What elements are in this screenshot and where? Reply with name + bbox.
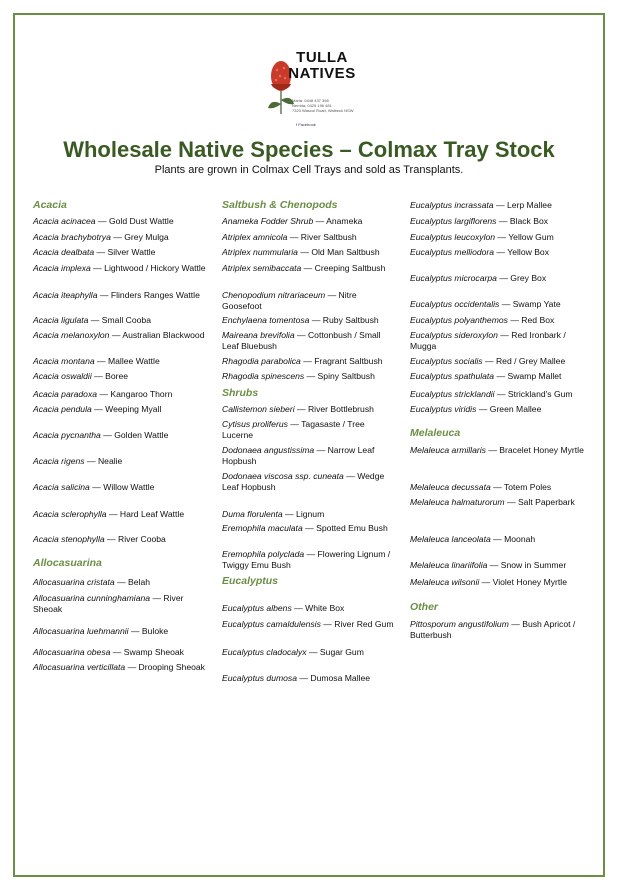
species-item: Eucalyptus occidentalis — Swamp Yate [410,299,561,309]
species-item: Allocasuarina verticillata — Drooping Sheoak [33,662,205,672]
species-item: Acacia melanoxylon — Australian Blackwood [33,330,205,340]
species-item: Maireana brevifolia — Cottonbush / Small Leaf Bluebush [222,330,381,351]
contact-line-2: Nerrida: 0429 196 481 [292,103,332,108]
section-heading-allocasuarina: Allocasuarina [33,557,102,569]
species-item: Dodonaea angustissima — Narrow Leaf Hopbush [222,445,375,466]
species-item: Acacia pendula — Weeping Myall [33,404,162,414]
species-item: Atriplex semibaccata — Creeping Saltbush [222,263,386,273]
species-item: Melaleuca linariifolia — Snow in Summer [410,560,567,570]
section-heading-other: Other [410,601,439,613]
contact-line-1: Maria: 0448 437 398 [292,98,329,103]
species-item: Callistemon sieberi — River Bottlebrush [222,404,374,414]
species-item: Allocasuarina cristata — Belah [33,577,151,587]
species-item: Cytisus proliferus — Tagasaste / Tree Lucerne [222,419,365,440]
tulla-natives-logo [262,46,362,136]
species-item: Acacia stenophylla — River Cooba [33,534,166,544]
species-item: Melaleuca lanceolata — Moonah [410,534,536,544]
species-item: Anameka Fodder Shrub — Anameka [222,216,363,226]
species-item: Eucalyptus largiflorens — Black Box [410,216,549,226]
species-item: Eucalyptus spathulata — Swamp Mallet [410,371,562,381]
species-item: Acacia paradoxa — Kangaroo Thorn [33,389,173,399]
species-item: Eucalyptus microcarpa — Grey Box [410,273,547,283]
species-item: Acacia iteaphylla — Flinders Ranges Wattle [33,290,200,300]
species-item: Eucalyptus socialis — Red / Grey Mallee [410,356,566,366]
species-item: Acacia pycnantha — Golden Wattle [33,430,169,440]
species-item: Eucalyptus sideroxylon — Red Ironbark / Mugga [410,330,566,351]
species-item: Dodonaea viscosa ssp. cuneata — Wedge Leaf Hopbush [222,471,385,492]
species-item: Enchylaena tomentosa — Ruby Saltbush [222,315,379,325]
facebook-label: f Facebook [296,122,316,127]
species-item: Acacia acinacea — Gold Dust Wattle [33,216,174,226]
species-item: Chenopodium nitrariaceum — Nitre Goosefoot [222,290,357,311]
species-item: Acacia rigens — Nealie [33,456,123,466]
species-item: Acacia ligulata — Small Cooba [33,315,151,325]
species-item: Eucalyptus camaldulensis — River Red Gum [222,619,394,629]
species-item: Acacia montana — Mallee Wattle [33,356,160,366]
species-item: Eucalyptus cladocalyx — Sugar Gum [222,647,364,657]
species-item: Acacia salicina — Willow Wattle [33,482,155,492]
species-item: Eremophila polyclada — Flowering Lignum / Twiggy Emu Bush [222,549,391,570]
species-item: Acacia sclerophylla — Hard Leaf Wattle [33,509,185,519]
species-item: Rhagodia parabolica — Fragrant Saltbush [222,356,383,366]
page-title: Wholesale Native Species – Colmax Tray Stock [63,137,555,162]
species-item: Acacia brachybotrya — Grey Mulga [33,232,169,242]
species-item: Eucalyptus melliodora — Yellow Box [410,247,550,257]
species-item: Melaleuca halmaturorum — Salt Paperbark [410,497,575,507]
logo-contact [292,98,366,113]
species-item: Eucalyptus viridis — Green Mallee [410,404,542,414]
species-item: Pittosporum angustifolium — Bush Apricot / Butterbush [410,619,576,640]
logo-line-2: NATIVES [288,65,356,82]
species-item: Atriplex nummularia — Old Man Saltbush [222,247,380,257]
species-item: Eucalyptus albens — White Box [222,603,345,613]
species-item: Rhagodia spinescens — Spiny Saltbush [222,371,375,381]
section-heading-eucalyptus: Eucalyptus [222,575,279,587]
species-item: Melaleuca decussata — Totem Poles [410,482,552,492]
section-heading-shrubs: Shrubs [222,387,259,399]
species-item: Eucalyptus stricklandii — Strickland's Gum [410,389,573,399]
species-item: Allocasuarina cunninghamiana — River Sheoak [33,593,184,614]
contact-line-3: 7323 Wascol Road, Walbeck NSW [292,108,354,113]
species-item: Atriplex amnicola — River Saltbush [222,232,357,242]
species-item: Melaleuca armillaris — Bracelet Honey Myrtle [410,445,584,455]
species-item: Eucalyptus leucoxylon — Yellow Gum [410,232,554,242]
section-heading-acacia: Acacia [33,199,67,211]
species-item: Eucalyptus dumosa — Dumosa Mallee [222,673,371,683]
logo-line-1: TULLA [296,49,348,66]
species-item: Duma florulenta — Lignum [222,509,325,519]
species-item: Eucalyptus polyanthemos — Red Box [410,315,555,325]
section-heading-saltbush: Saltbush & Chenopods [222,199,338,211]
species-item: Acacia implexa — Lightwood / Hickory Wattle [33,263,206,273]
species-item: Melaleuca wilsonii — Violet Honey Myrtle [410,577,567,587]
page-subtitle: Plants are grown in Colmax Cell Trays and sold as Transplants. [154,164,464,176]
species-item: Acacia dealbata — Silver Wattle [33,247,156,257]
species-item: Eucalyptus incrassata — Lerp Mallee [410,200,552,210]
section-heading-melaleuca: Melaleuca [410,427,461,439]
species-item: Eremophila maculata — Spotted Emu Bush [222,523,388,533]
species-item: Acacia oswaldii — Boree [33,371,129,381]
species-item: Allocasuarina obesa — Swamp Sheoak [33,647,184,657]
species-item: Allocasuarina luehmannii — Buloke [33,626,169,636]
